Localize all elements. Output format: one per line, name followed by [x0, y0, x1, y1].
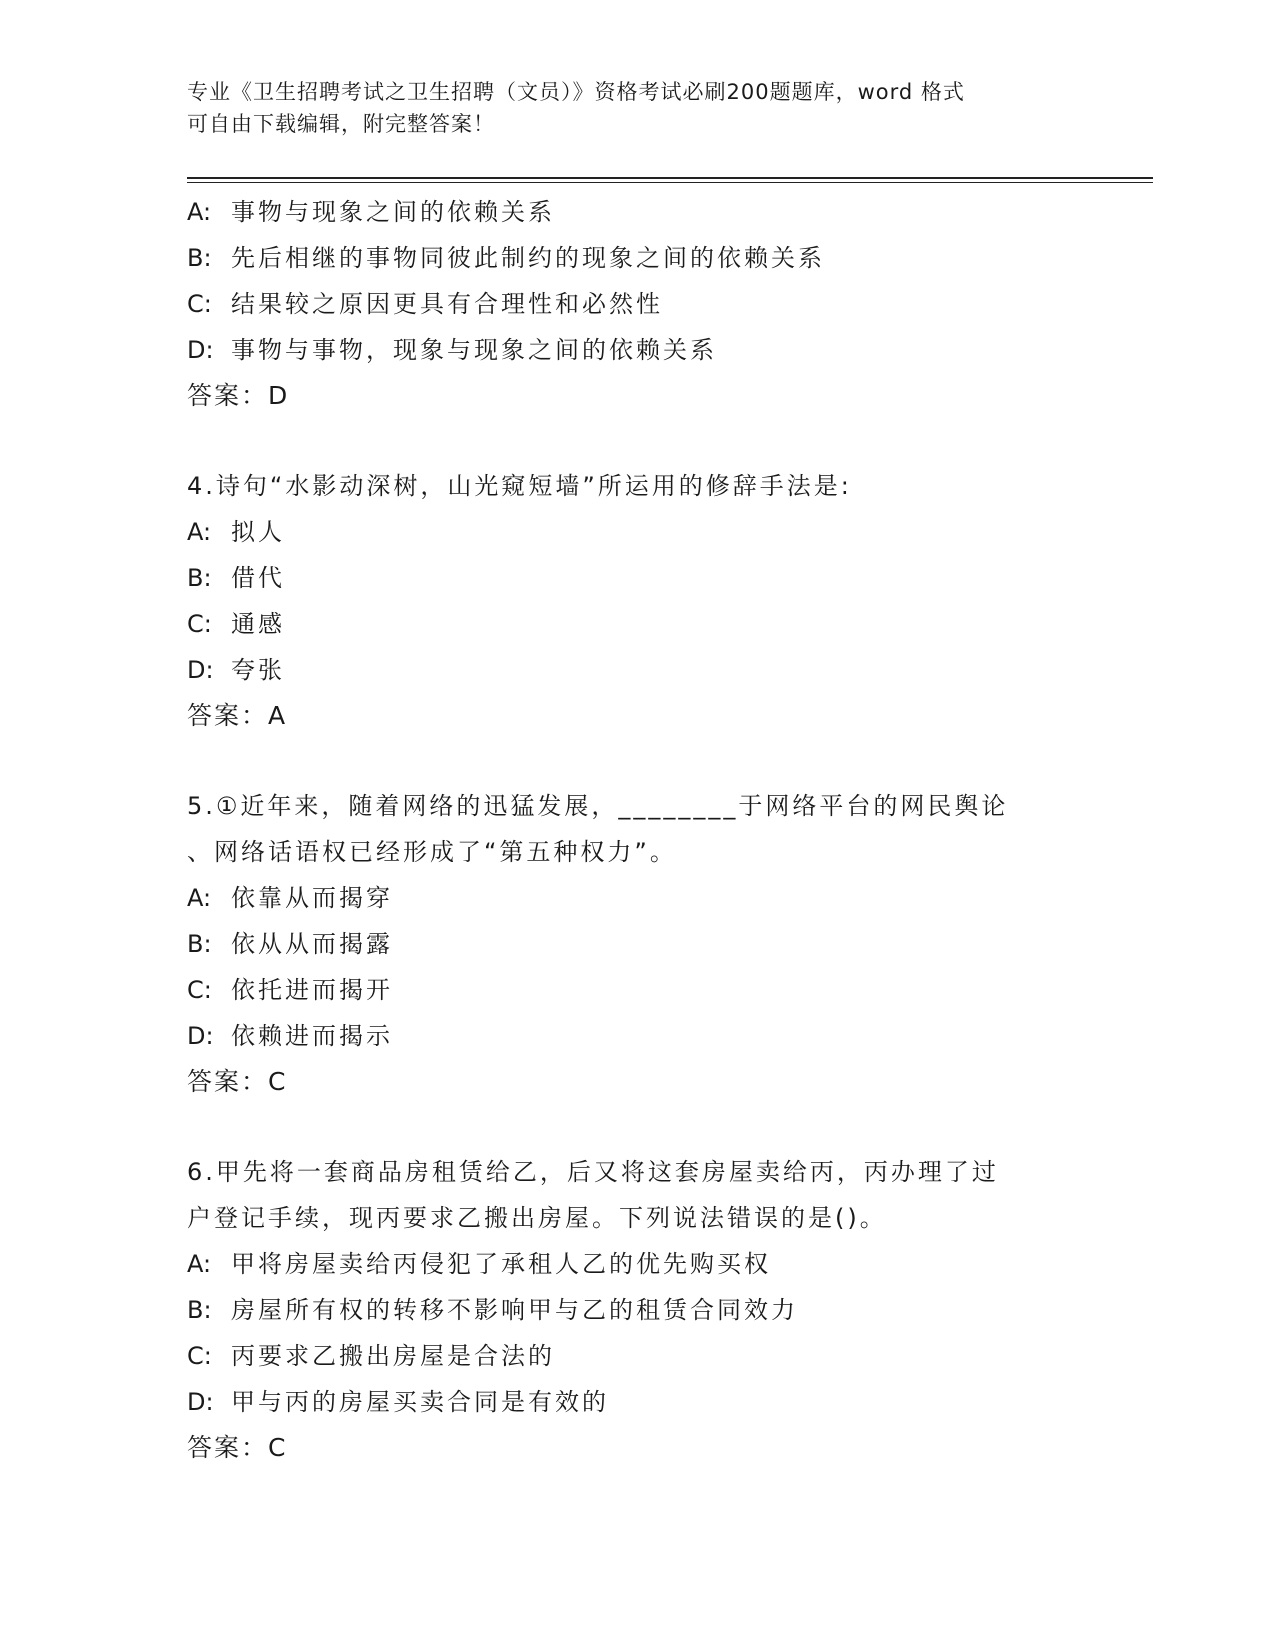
answer: 答案：A [187, 701, 286, 730]
option-c: C: 结果较之原因更具有合理性和必然性 [187, 290, 663, 318]
option-c: C: 丙要求乙搬出房屋是合法的 [187, 1342, 555, 1370]
question-list [187, 189, 1087, 1471]
option-d: D: 事物与事物，现象与现象之间的依赖关系 [187, 336, 717, 364]
question-stem-line-1: 5.①近年来，随着网络的迅猛发展，________于网络平台的网民舆论 [187, 792, 1009, 820]
question-stem-line-1: 6.甲先将一套商品房租赁给乙，后又将这套房屋卖给丙，丙办理了过 [187, 1158, 999, 1186]
option-d: D: 依赖进而揭示 [187, 1022, 393, 1050]
document-header [187, 76, 1067, 140]
header-line-2: 可自由下载编辑，附完整答案！ [187, 112, 495, 136]
question-6 [187, 1149, 1087, 1471]
question-stem-line-2: 、网络话语权已经形成了“第五种权力”。 [187, 838, 677, 866]
answer: 答案：D [187, 381, 288, 410]
question-stem: 4.诗句“水影动深树，山光窥短墙”所运用的修辞手法是: [187, 472, 852, 500]
option-a: A: 依靠从而揭穿 [187, 884, 393, 912]
question-4 [187, 463, 1087, 739]
option-b: B: 借代 [187, 564, 285, 592]
answer: 答案：C [187, 1067, 286, 1096]
header-divider-thin [187, 182, 1153, 183]
question-5 [187, 783, 1087, 1105]
option-b: B: 依从从而揭露 [187, 930, 393, 958]
option-a: A: 拟人 [187, 518, 285, 546]
option-c: C: 依托进而揭开 [187, 976, 393, 1004]
question-stem-line-2: 户登记手续，现丙要求乙搬出房屋。下列说法错误的是()。 [187, 1204, 887, 1232]
option-b: B: 先后相继的事物同彼此制约的现象之间的依赖关系 [187, 244, 825, 272]
option-a: A: 甲将房屋卖给丙侵犯了承租人乙的优先购买权 [187, 1250, 771, 1278]
header-line-1: 专业《卫生招聘考试之卫生招聘（文员）》资格考试必刷200题题库，word 格式 [187, 80, 965, 104]
option-d: D: 夸张 [187, 656, 285, 684]
question-3 [187, 189, 1087, 419]
option-d: D: 甲与丙的房屋买卖合同是有效的 [187, 1388, 609, 1416]
option-a: A: 事物与现象之间的依赖关系 [187, 198, 555, 226]
header-divider-thick [187, 177, 1153, 179]
option-b: B: 房屋所有权的转移不影响甲与乙的租赁合同效力 [187, 1296, 798, 1324]
option-c: C: 通感 [187, 610, 285, 638]
answer: 答案：C [187, 1433, 286, 1462]
